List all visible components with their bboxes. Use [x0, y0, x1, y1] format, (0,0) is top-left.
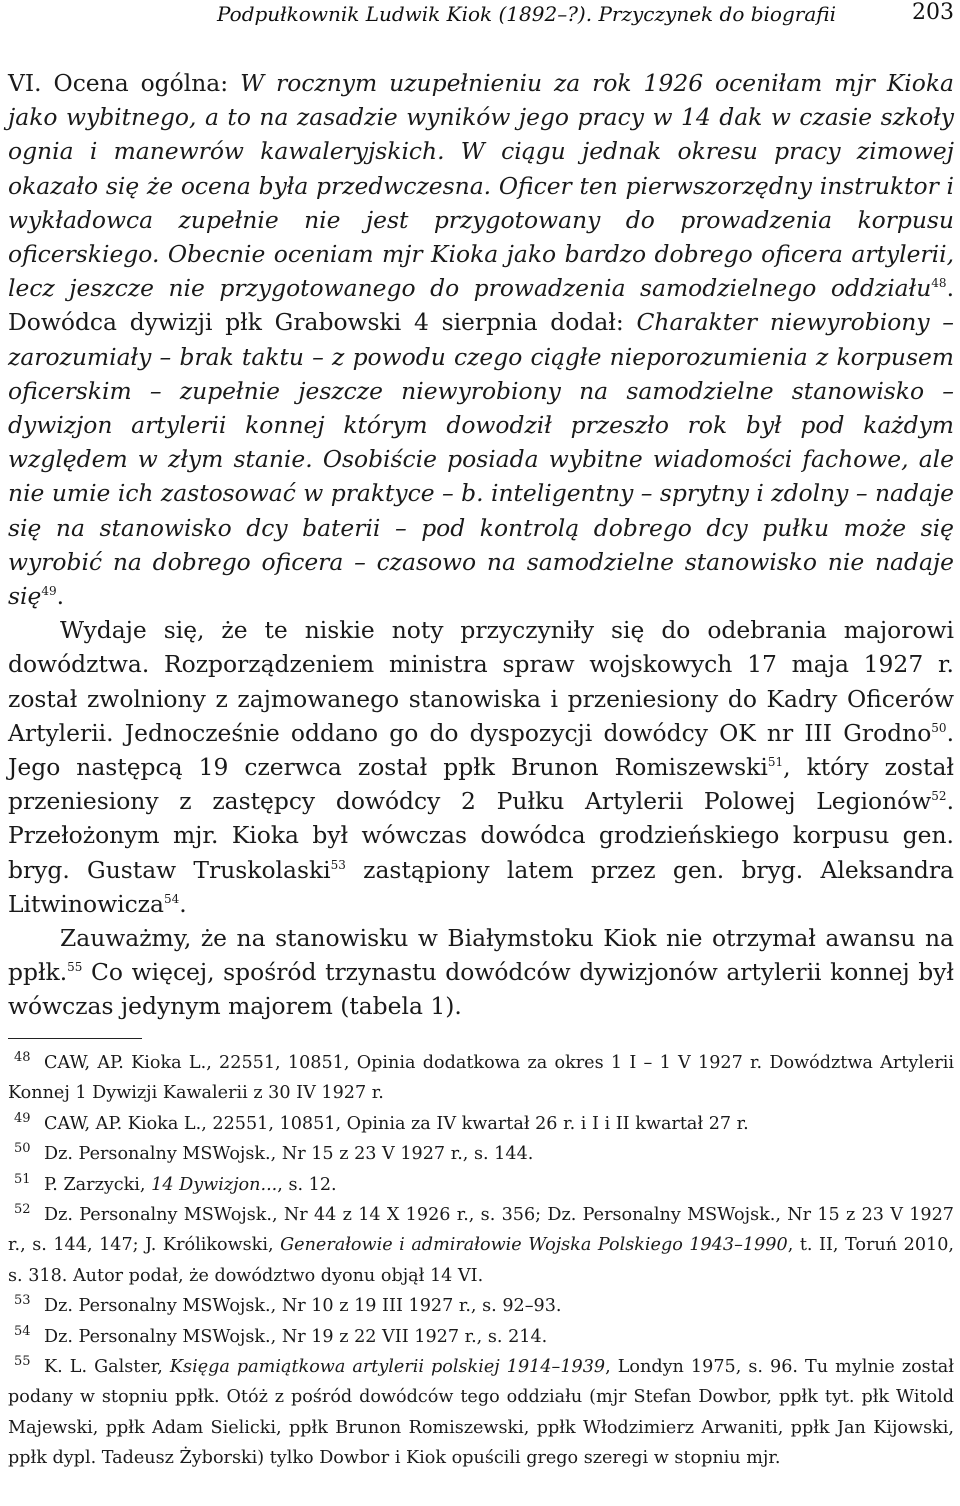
- footnote-50: 50 Dz. Personalny MSWojsk., Nr 15 z 23 V 1927 r., s. 144.: [14, 1141, 534, 1165]
- assessment-lead: VI. Ocena ogólna:: [8, 69, 241, 97]
- running-title: Podpułkownik Ludwik Kiok (1892–?). Przyczynek do biografii: [217, 2, 836, 26]
- footnotes: [8, 1048, 954, 1474]
- footnote-ref-50: 50: [931, 720, 947, 735]
- footnote-ref-55: 55: [67, 960, 83, 975]
- assessment-continuation: . Dowódca dywizji płk Grabowski 4 sierpnia dodał:: [8, 274, 954, 337]
- footnote-54: 54 Dz. Personalny MSWojsk., Nr 19 z 22 VII 1927 r., s. 214.: [14, 1323, 548, 1347]
- footnote-separator: [8, 1038, 142, 1039]
- paragraph-dismissal: Wydaje się, że te niskie noty przyczyniły się do odebrania majorowi dowództwa. Rozporządzeniem ministra spraw wojskowych 17 maja 1927 r. został zwolniony z zajmowanego stanowiska i przeniesiony do Kadry Oficerów Artylerii. Jednocześnie oddano go do dyspozycji dowódcy OK nr III Grodno$^{50}$. Jego następcą 19 czerwca został ppłk Brunon Romiszewski$^{51}$, który został przeniesiony z zastępcy dowódcy 2 Pułku Artylerii Polowej Legionów$^{52}$. Przełożonym mjr. Kioka był wówczas dowódca grodzieńskiego korpusu gen. bryg. Gustaw Truskolaski$^{53}$ zastąpiony latem przez gen. bryg. Aleksandra Litwinowicza$^{54}$.: [8, 616, 954, 918]
- paragraph-assessment: VI. Ocena ogólna: W rocznym uzupełnieniu za rok 1926 oceniłam mjr Kioka jako wybitnego, a to na zasadzie wyników jego pracy w 14 dak w czasie szkoły ognia i manewrów kawaleryjskich. W ciągu jednak okresu pracy zimowej okazało się że ocena była przedwczesna. Oficer ten pierwszorzędny instruktor i wykładowca zupełnie nie jest przygotowany do prowadzenia korpusu oficerskiego. Obecnie oceniam mjr Kioka jako bardzo dobrego oficera artylerii, lecz jeszcze nie przygotowanego do prowadzenia samodzielnego oddziału$^{48}$. Dowódca dywizji płk Grabowski 4 sierpnia dodał: Charakter niewyrobiony – zarozumiały – brak taktu – z powodu czego ciągłe nieporozumienia z korpusem oficerskim – zupełnie jeszcze niewyrobiony na samodzielne stanowisko – dywizjon artylerii konnej którym dowodził przeszło rok był pod każdym względem w złym stanie. Osobiście posiada wybitne wiadomości fachowe, ale nie umie ich zastosować w praktyce – b. inteligentny – sprytny i zdolny – nadaje się na stanowisko dcy baterii – pod kontrolą dobrego dcy pułku może się wyrobić na dobrego oficera – czasowo na samodzielne stanowisko nie nadaje się$^{49}$.: [8, 69, 954, 611]
- footnote-ref-48: 48: [931, 276, 947, 291]
- division-commander-quote: Charakter niewyrobiony – zarozumiały – brak taktu – z powodu czego ciągłe nieporozumienia z korpusem oficerskim – zupełnie jeszcze niewyrobiony na samodzielne stanowisko – dywizjon artylerii konnej którym dowodził przeszło rok był pod każdym względem w złym stanie. Osobiście posiada wybitne wiadomości fachowe, ale nie umie ich zastosować w praktyce – b. inteligentny – sprytny i zdolny – nadaje się na stanowisko dcy baterii – pod kontrolą dobrego dcy pułku może się wyrobić na dobrego oficera – czasowo na samodzielne stanowisko nie nadaje się: [8, 308, 954, 611]
- paragraph-promotion: Zauważmy, że na stanowisku w Białymstoku Kiok nie otrzymał awansu na ppłk.$^{55}$ Co więcej, spośród trzynastu dowódców dywizjonów artylerii konnej był wówczas jedynym majorem (tabela 1).: [8, 924, 954, 1021]
- footnote-53: 53 Dz. Personalny MSWojsk., Nr 10 z 19 III 1927 r., s. 92–93.: [14, 1293, 562, 1317]
- page-header: [8, 0, 954, 44]
- footnote-49: 49 CAW, AP. Kioka L., 22551, 10851, Opinia za IV kwartał 26 r. i I i II kwartał 27 r.: [14, 1110, 749, 1134]
- footnote-48: 48 CAW, AP. Kioka L., 22551, 10851, Opinia dodatkowa za okres 1 I – 1 V 1927 r. Dowództwa Artylerii Konnej 1 Dywizji Kawalerii z 30 IV 1927 r.: [8, 1050, 954, 1104]
- footnote-51: 51 P. Zarzycki, 14 Dywizjon..., s. 12.: [14, 1171, 337, 1195]
- footnote-ref-54: 54: [163, 891, 180, 906]
- footnote-ref-49: 49: [41, 584, 57, 599]
- main-text: [8, 66, 954, 1024]
- footnote-ref-52: 52: [931, 789, 947, 804]
- footnote-ref-53: 53: [330, 857, 346, 872]
- page-number: 203: [912, 0, 954, 25]
- footnote-ref-51: 51: [767, 755, 784, 770]
- footnote-55: 55 K. L. Galster, Księga pamiątkowa artylerii polskiej 1914–1939, Londyn 1975, s. 96. Tu mylnie został podany w stopniu ppłk. Otóż z pośród dowódców tego oddziału (mjr Stefan Dowbor, ppłk tyt. płk Witold Majewski, ppłk Adam Sielicki, ppłk Brunon Romiszewski, ppłk Włodzimierz Arwaniti, ppłk Jan Kijowski, ppłk dypl. Tadeusz Żyborski) tylko Dowbor i Kiok opuścili grego szeregi w stopniu mjr.: [8, 1354, 954, 1469]
- footnote-52: 52 Dz. Personalny MSWojsk., Nr 44 z 14 X 1926 r., s. 356; Dz. Personalny MSWojsk., Nr 15 z 23 V 1927 r., s. 144, 147; J. Królikowski, Generałowie i admirałowie Wojska Polskiego 1943–1990, t. II, Toruń 2010, s. 318. Autor podał, że dowództwo dyonu objął 14 VI.: [8, 1202, 954, 1286]
- assessment-quote: W rocznym uzupełnieniu za rok 1926 oceniłam mjr Kioka jako wybitnego, a to na zasadzie wyników jego pracy w 14 dak w czasie szkoły ognia i manewrów kawaleryjskich. W ciągu jednak okresu pracy zimowej okazało się że ocena była przedwczesna. Oficer ten pierwszorzędny instruktor i wykładowca zupełnie nie jest przygotowany do prowadzenia korpusu oficerskiego. Obecnie oceniam mjr Kioka jako bardzo dobrego oficera artylerii, lecz jeszcze nie przygotowanego do prowadzenia samodzielnego oddziału: [8, 69, 954, 303]
